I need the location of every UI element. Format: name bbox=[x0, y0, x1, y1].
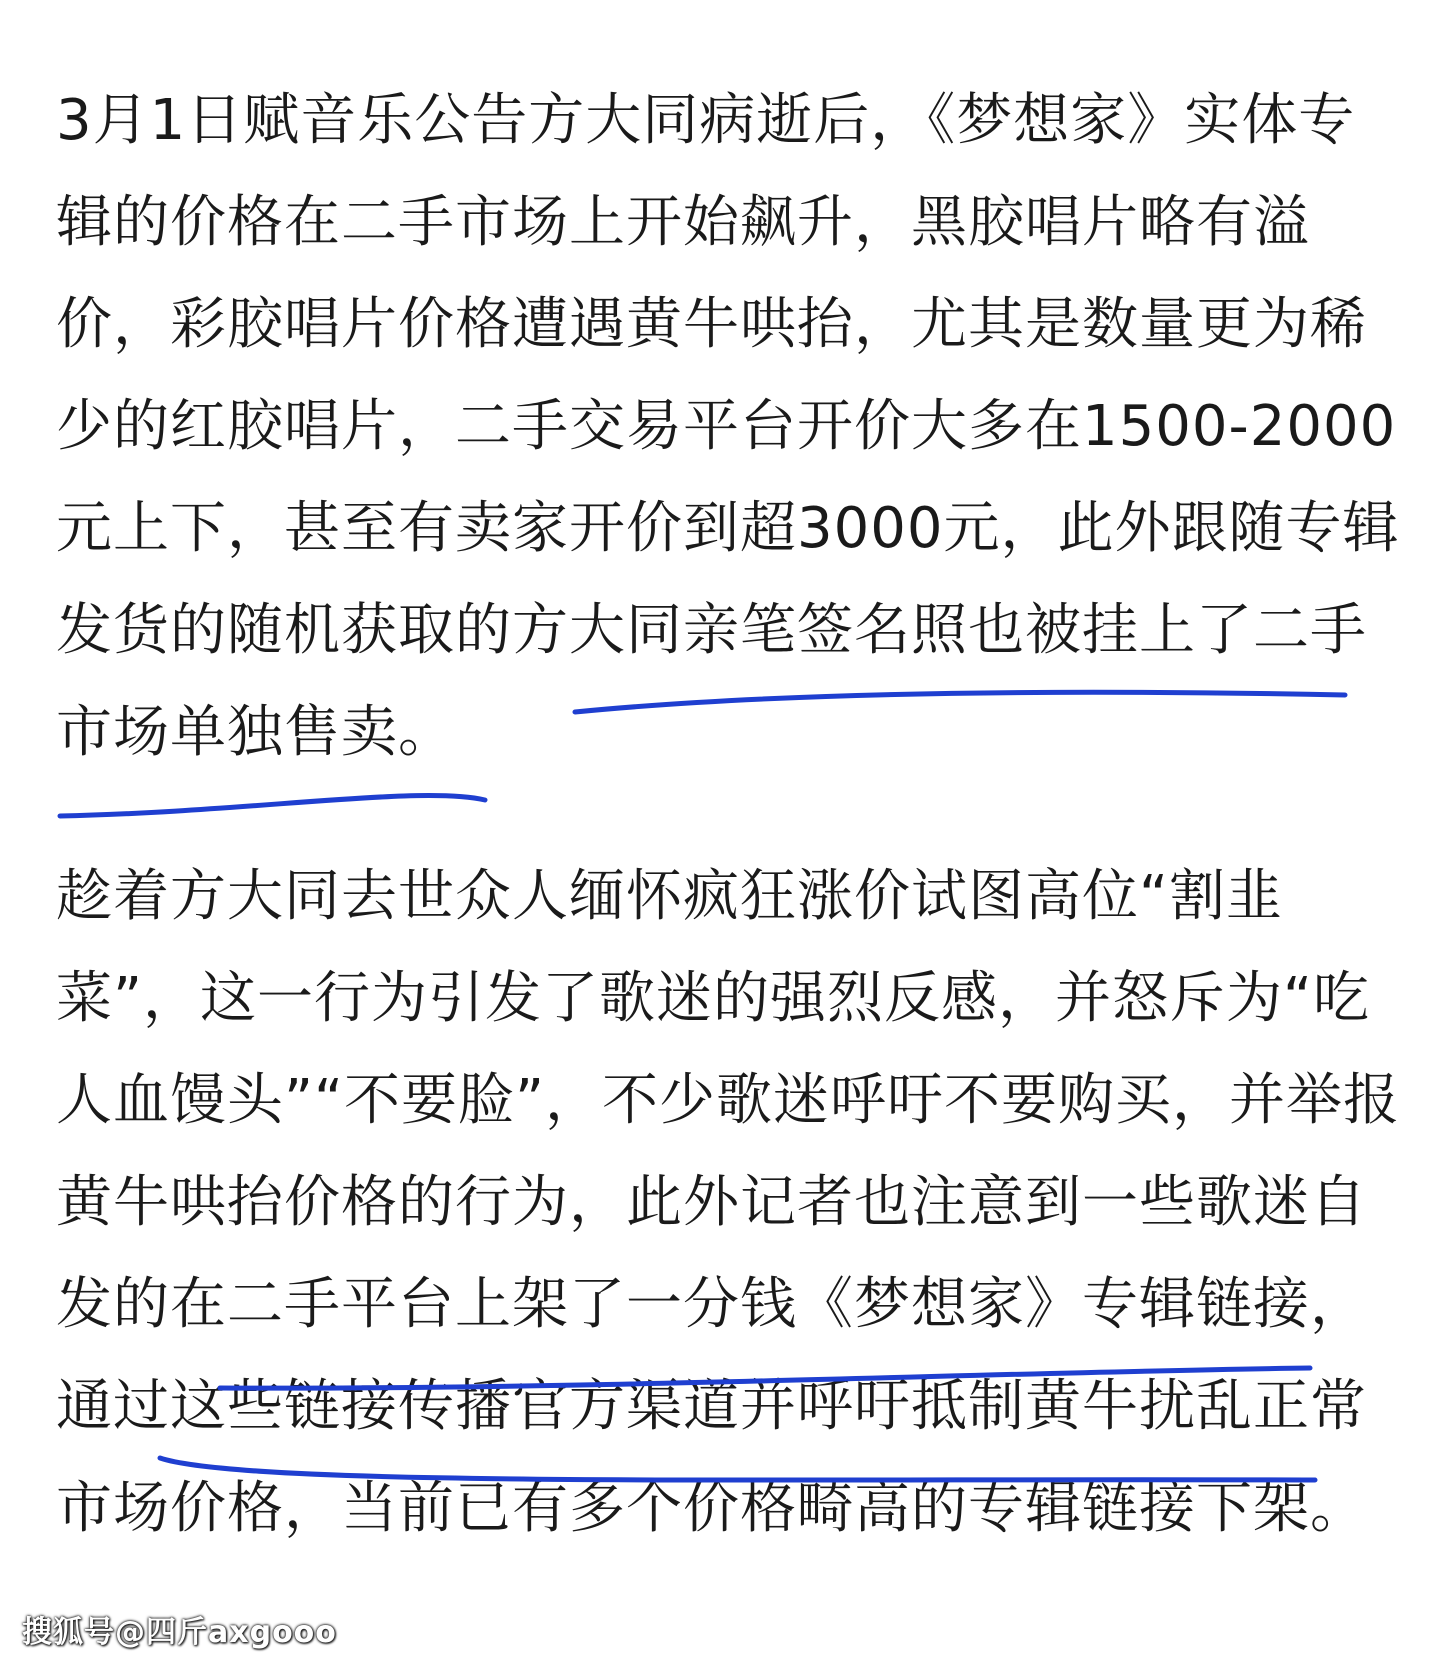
text-line: 黄牛哄抬价格的行为，此外记者也注意到一些歌迷自 bbox=[56, 1170, 1367, 1235]
text-line: 3月1日赋音乐公告方大同病逝后，《梦想家》实体专 bbox=[56, 88, 1356, 153]
text-line: 发货的随机获取的方大同亲笔签名照也被挂上了二手 bbox=[56, 598, 1367, 663]
text-line: 市场单独售卖。 bbox=[56, 700, 455, 765]
watermark: 搜狐号@四斤axgooo bbox=[22, 1615, 337, 1650]
text-line: 发的在二手平台上架了一分钱《梦想家》专辑链接， bbox=[56, 1272, 1367, 1337]
text-line: 市场价格，当前已有多个价格畸高的专辑链接下架。 bbox=[56, 1476, 1367, 1541]
text-line: 辑的价格在二手市场上开始飙升，黑胶唱片略有溢 bbox=[56, 190, 1310, 255]
text-line: 趁着方大同去世众人缅怀疯狂涨价试图高位“割韭 bbox=[56, 864, 1284, 929]
paragraph-1 bbox=[56, 70, 1400, 784]
text-line: 人血馒头”“不要脸”，不少歌迷呼吁不要购买，并举报 bbox=[56, 1068, 1401, 1133]
text-line: 元上下，甚至有卖家开价到超3000元，此外跟随专辑 bbox=[56, 496, 1400, 561]
text-line: 菜”，这一行为引发了歌迷的强烈反感，并怒斥为“吃 bbox=[56, 966, 1371, 1031]
paragraph-gap bbox=[56, 784, 1396, 846]
article-body bbox=[56, 70, 1401, 1560]
text-line: 少的红胶唱片，二手交易平台开价大多在1500-2000 bbox=[56, 394, 1397, 459]
text-line: 价，彩胶唱片价格遭遇黄牛哄抬，尤其是数量更为稀 bbox=[56, 292, 1367, 357]
text-line: 通过这些链接传播官方渠道并呼吁抵制黄牛扰乱正常 bbox=[56, 1374, 1367, 1439]
paragraph-2 bbox=[56, 846, 1401, 1560]
